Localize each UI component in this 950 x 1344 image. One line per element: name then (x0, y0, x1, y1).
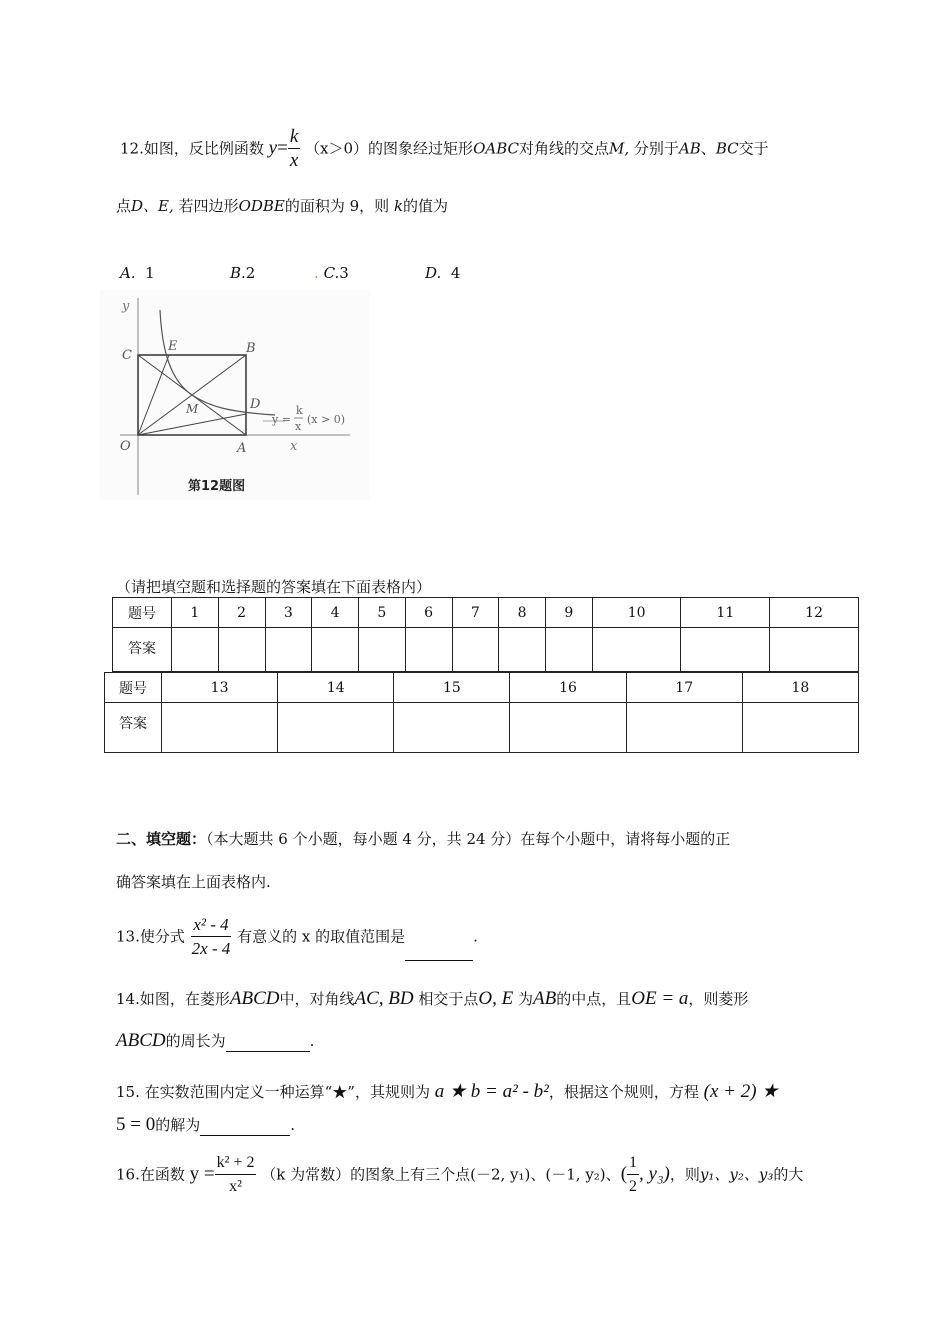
q14-ab: AB (533, 988, 557, 1009)
answer-cell[interactable] (592, 628, 681, 672)
cell-number: 14 (278, 673, 394, 703)
q16-point-2: (－1, y₂) (545, 1165, 606, 1184)
q13-text-b: 有意义的 x 的取值范围是 (237, 927, 406, 946)
q16-point-3-rest: , y₃) (639, 1163, 670, 1185)
q12-rect: OABC (473, 139, 519, 158)
q12-point-m: M, (609, 139, 630, 158)
q12-figure (100, 290, 370, 500)
q14-oe: O, E (478, 988, 514, 1009)
answer-cell[interactable] (359, 628, 406, 672)
q12-text: 如图，反比例函数 (143, 139, 264, 158)
q16-point-1: (－2, y₁) (470, 1165, 531, 1184)
q15-answer-blank[interactable] (200, 1135, 290, 1136)
answer-cell[interactable] (405, 628, 452, 672)
q12-option-d (425, 264, 460, 282)
label-m: M (186, 402, 199, 416)
q12-text-c: 对角线的交点 (518, 139, 609, 158)
q12-line2-d: 的值为 (403, 197, 449, 215)
q13-answer-blank[interactable] (405, 960, 473, 961)
q16 (116, 1152, 803, 1199)
q12-func-y: y (268, 137, 278, 159)
q12-text-d: 分别于 (633, 139, 679, 158)
q12-line1 (120, 126, 769, 173)
option-value: 1 (145, 264, 155, 282)
x-axis-label: x (290, 439, 298, 454)
q12-condition: （x＞0） (305, 139, 369, 158)
cell-number: 5 (359, 598, 406, 628)
answer-cell[interactable] (394, 703, 510, 753)
cell-number: 10 (592, 598, 681, 628)
option-letter: A. (120, 264, 136, 282)
option-value: 3 (339, 264, 349, 282)
q14-acbd: AC, BD (354, 988, 414, 1009)
q13 (116, 914, 478, 961)
q12-line2-c: 的面积为 9，则 (284, 197, 390, 215)
answer-cell[interactable] (218, 628, 265, 672)
q15-line2-eq: 5 = 0 (116, 1114, 156, 1135)
answer-table-1 (112, 597, 859, 672)
label-o: O (120, 439, 131, 454)
cell-number: 11 (681, 598, 770, 628)
label-b: B (246, 341, 256, 356)
option-letter: B. (230, 264, 246, 282)
q16-text-b: （k 为常数）的图象上有三个点 (261, 1165, 471, 1184)
q15-rule: a ★ b = a² - b² (434, 1081, 549, 1102)
cell-number: 15 (394, 673, 510, 703)
curve-label-num: k (296, 404, 303, 417)
q14-text-f: ，则菱形 (688, 990, 749, 1008)
answer-cell[interactable] (770, 628, 859, 672)
answer-cell[interactable] (452, 628, 499, 672)
q13-text-a: 使分式 (139, 927, 185, 946)
q13-fraction (190, 914, 233, 961)
answer-cell[interactable] (278, 703, 394, 753)
q15-text-c: 的解为 (155, 1116, 201, 1134)
q16-point-3-fraction (627, 1152, 639, 1199)
q12-sep: 、 (700, 139, 716, 158)
q12-func-num: k (289, 126, 299, 147)
q15-text-a: 在实数范围内定义一种运算“★”，其规则为 (144, 1083, 430, 1101)
q14-line2 (116, 1030, 314, 1052)
q16-fraction (215, 1152, 257, 1199)
answer-cell[interactable] (546, 628, 593, 672)
q12-line2-b: 若四边形 (178, 197, 239, 215)
q13-num: x² - 4 (191, 914, 230, 937)
answer-cell[interactable] (162, 703, 278, 753)
q16-text-c: ，则 (669, 1165, 700, 1184)
cell-number: 4 (312, 598, 359, 628)
q16-point-3-open: ( (620, 1163, 628, 1185)
q14-text-a: 如图，在菱形 (139, 990, 230, 1008)
q16-ys: y₁、y₂、y₃ (699, 1165, 774, 1184)
q16-den: x² (229, 1178, 242, 1195)
cell-number: 6 (405, 598, 452, 628)
q16-num: k² + 2 (215, 1152, 257, 1175)
label-e: E (168, 339, 178, 354)
answer-cell[interactable] (499, 628, 546, 672)
q12-func-eq: = (277, 137, 288, 159)
answer-table-2 (104, 672, 859, 753)
curve-label-y: y = (272, 413, 291, 426)
cell-number: 2 (218, 598, 265, 628)
option-value: 4 (450, 264, 461, 282)
q16-text-a: 在函数 (139, 1165, 185, 1184)
q12-option-a (120, 264, 155, 282)
table-note: （请把填空题和选择题的答案填在下面表格内） (116, 578, 432, 596)
q12-text-e: 交于 (738, 139, 769, 158)
cell-number: 9 (546, 598, 593, 628)
curve-label-den: x (295, 420, 302, 433)
y-axis-label: y (122, 299, 130, 314)
q12-option-b (230, 264, 255, 282)
table2-number-row (105, 673, 859, 703)
q14-answer-blank[interactable] (226, 1051, 310, 1052)
q16-y: y = (189, 1163, 215, 1185)
q12-func-den: x (289, 150, 299, 171)
q14-text-e: 的中点，且 (556, 990, 632, 1008)
q14-end: . (309, 1032, 315, 1050)
q14-abcd2: ABCD (116, 1030, 166, 1051)
section2-title: 二、填空题： (116, 830, 207, 848)
q13-den: 2x - 4 (191, 939, 231, 958)
cell-number: 13 (162, 673, 278, 703)
cell-number: 7 (452, 598, 499, 628)
q13-number: 13. (116, 927, 140, 946)
label-c: C (122, 348, 132, 363)
section2-desc: （本大题共 6 个小题，每小题 4 分，共 24 分）在每个小题中，请将每小题的正 (206, 830, 731, 848)
section2-line1 (116, 828, 730, 849)
answer-cell[interactable] (312, 628, 359, 672)
q12-func-fraction (288, 126, 300, 173)
q14-number: 14. (116, 990, 140, 1008)
q12-line2-a: 点 (116, 197, 132, 215)
figure-caption: 第12题图 (188, 479, 246, 494)
q14-text-b: 中，对角线 (279, 990, 355, 1008)
section2-line2: 确答案填在上面表格内. (116, 873, 271, 891)
row-header: 题号 (105, 673, 162, 703)
answer-cell[interactable] (265, 628, 312, 672)
cell-number: 16 (510, 673, 626, 703)
answer-cell[interactable] (172, 628, 219, 672)
option-letter: C. (323, 264, 340, 282)
q12-option-c: . C.3 (314, 264, 349, 282)
answer-cell[interactable] (626, 703, 742, 753)
q15-end: . (290, 1116, 296, 1134)
q16-p3-num: 1 (627, 1152, 639, 1175)
label-d: D (250, 397, 261, 412)
answer-header: 答案 (113, 628, 172, 672)
q16-sep-1: 、 (530, 1165, 546, 1184)
cell-number: 17 (626, 673, 742, 703)
q12-text-b: 的图象经过矩形 (368, 139, 474, 158)
q12-k: k (393, 197, 404, 215)
q16-sep-2: 、 (605, 1165, 621, 1184)
row-header: 题号 (113, 598, 172, 628)
label-a: A (237, 441, 247, 456)
q15-number: 15. (116, 1083, 140, 1101)
q14-text-g: 的周长为 (165, 1032, 226, 1050)
q14-text-c: 相交于点 (418, 990, 479, 1008)
q16-text-d: 的大 (773, 1165, 804, 1184)
table2-answer-row (105, 703, 859, 753)
q14-line1 (116, 988, 748, 1010)
q15-text-b: ，根据这个规则，方程 (548, 1083, 699, 1101)
q16-number: 16. (116, 1165, 140, 1184)
q16-p3-den: 2 (629, 1178, 638, 1195)
cell-number: 12 (770, 598, 859, 628)
cell-number: 18 (742, 673, 858, 703)
curve-label-cond: (x > 0) (307, 413, 345, 426)
q12-line2 (116, 195, 448, 216)
answer-cell[interactable] (681, 628, 770, 672)
q12-bc: BC (715, 139, 739, 158)
q12-odbe: ODBE (238, 197, 285, 215)
q14-text-d: 为 (518, 990, 534, 1008)
answer-header: 答案 (105, 703, 162, 753)
answer-cell[interactable] (510, 703, 626, 753)
q15-line1 (116, 1080, 778, 1103)
option-value: 2 (245, 264, 256, 282)
figure-background (100, 290, 370, 500)
q15-eq: (x + 2) ★ (703, 1081, 779, 1102)
table1-number-row (113, 598, 859, 628)
q14-abcd: ABCD (229, 988, 280, 1009)
option-letter: D. (425, 264, 442, 282)
q15-line2 (116, 1114, 295, 1136)
cell-number: 8 (499, 598, 546, 628)
q12-ab: AB (678, 139, 701, 158)
q14-oea: OE = a (631, 988, 689, 1009)
table1-answer-row (113, 628, 859, 672)
answer-cell[interactable] (742, 703, 858, 753)
q13-end: . (473, 927, 478, 946)
q12-de: D、E, (131, 197, 174, 215)
cell-number: 3 (265, 598, 312, 628)
q12-number: 12. (120, 139, 144, 158)
cell-number: 1 (172, 598, 219, 628)
